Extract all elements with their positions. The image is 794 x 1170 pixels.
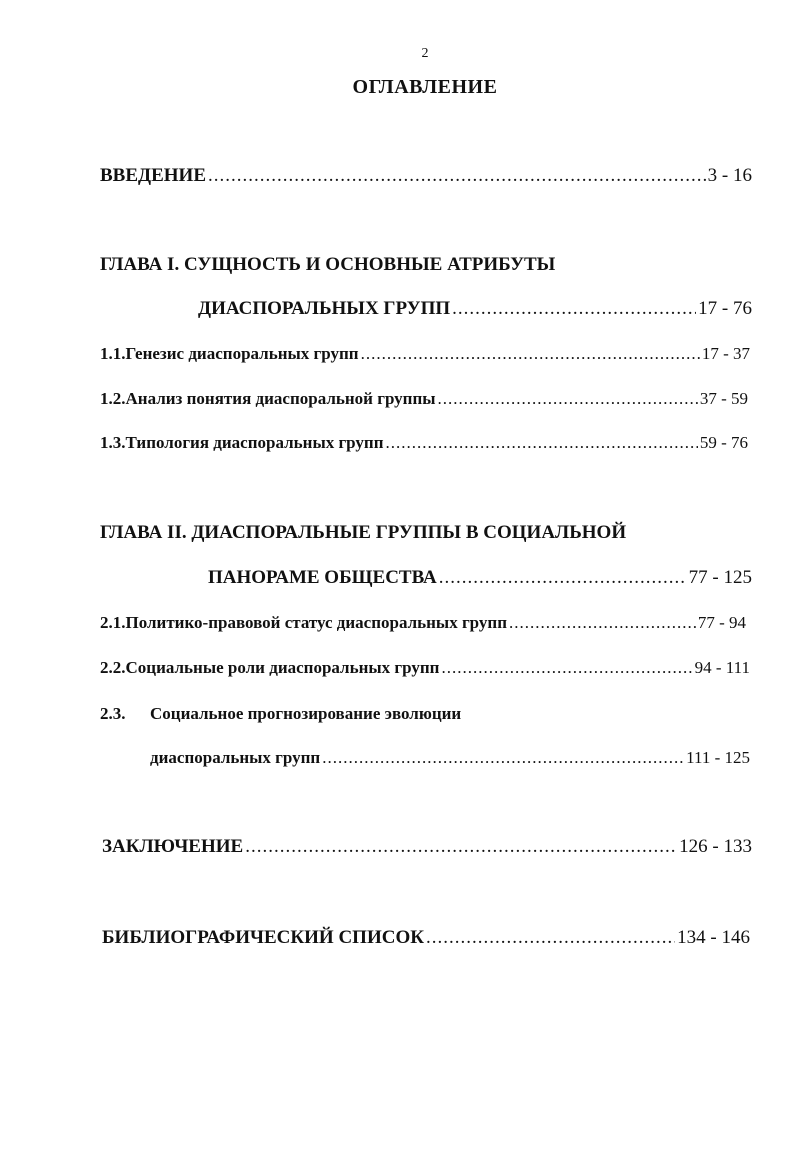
- section-number: 1.2.: [100, 389, 126, 408]
- toc-entry-chapter-1[interactable]: [198, 298, 752, 320]
- toc-entry-label: ЗАКЛЮЧЕНИЕ: [102, 836, 244, 857]
- toc-entry-label: Генезис диаспоральных групп: [125, 344, 359, 363]
- toc-entry-pages: 94 - 111: [694, 658, 750, 677]
- dot-leader: [245, 836, 677, 858]
- toc-entry-label: ДИАСПОРАЛЬНЫХ ГРУПП: [198, 298, 451, 319]
- dot-leader: [452, 298, 696, 320]
- toc-entry-pages: 111 - 125: [686, 748, 750, 767]
- dot-leader: [322, 748, 684, 768]
- toc-entry-section-2-1[interactable]: [100, 613, 746, 633]
- toc-entry-pages: 37 - 59: [699, 389, 748, 408]
- section-number: 1.1.: [100, 344, 126, 363]
- toc-entry-pages: 59 - 76: [699, 433, 748, 452]
- dot-leader: [438, 389, 698, 409]
- page-number: 2: [421, 46, 429, 61]
- toc-entry-label: Социальные роли диаспоральных групп: [125, 658, 440, 677]
- dot-leader: [426, 927, 675, 949]
- toc-entry-conclusion[interactable]: [102, 836, 752, 858]
- toc-entry-label: ВВЕДЕНИЕ: [100, 165, 206, 186]
- toc-entry-pages: 126 - 133: [679, 836, 752, 857]
- toc-entry-chapter-2[interactable]: [208, 567, 752, 589]
- dot-leader: [441, 658, 692, 678]
- toc-entry-pages: 134 - 146: [677, 927, 750, 948]
- toc-entry-label: Типология диаспоральных групп: [125, 433, 384, 452]
- dot-leader: [386, 433, 698, 453]
- chapter-2-heading[interactable]: ГЛАВА II. ДИАСПОРАЛЬНЫЕ ГРУППЫ В СОЦИАЛЬНОЙ: [100, 522, 627, 543]
- toc-entry-label: БИБЛИОГРАФИЧЕСКИЙ СПИСОК: [102, 927, 425, 948]
- toc-entry-pages: 17 - 37: [701, 344, 750, 363]
- toc-entry-label: Анализ понятия диаспоральной группы: [125, 389, 436, 408]
- section-number: 2.1.: [100, 613, 126, 632]
- chapter-1-heading[interactable]: ГЛАВА I. СУЩНОСТЬ И ОСНОВНЫЕ АТРИБУТЫ: [100, 254, 556, 275]
- toc-entry-section-1-3[interactable]: [100, 433, 748, 453]
- toc-entry-label: Политико-правовой статус диаспоральных групп: [125, 613, 507, 632]
- toc-entry-section-2-2[interactable]: [100, 658, 750, 678]
- toc-entry-pages: 3 - 16: [707, 165, 752, 186]
- toc-entry-bibliography[interactable]: [102, 927, 750, 949]
- section-number: 2.2.: [100, 658, 126, 677]
- dot-leader: [208, 165, 706, 187]
- toc-entry-section-2-3-heading[interactable]: [100, 704, 461, 724]
- toc-entry-pages: 77 - 125: [688, 567, 752, 588]
- toc-entry-label: диаспоральных групп: [150, 748, 321, 767]
- toc-entry-label: Социальное прогнозирование эволюции: [150, 704, 462, 723]
- toc-entry-introduction[interactable]: [100, 165, 752, 187]
- page-title: ОГЛАВЛЕНИЕ: [352, 76, 498, 98]
- toc-entry-pages: 17 - 76: [698, 298, 752, 319]
- section-number: 2.3.: [100, 704, 126, 723]
- toc-entry-section-1-1[interactable]: [100, 344, 750, 364]
- dot-leader: [361, 344, 700, 364]
- section-number: 1.3.: [100, 433, 126, 452]
- toc-entry-label: ПАНОРАМЕ ОБЩЕСТВА: [208, 567, 437, 588]
- dot-leader: [439, 567, 687, 589]
- dot-leader: [509, 613, 696, 633]
- toc-entry-pages: 77 - 94: [697, 613, 746, 632]
- toc-entry-section-1-2[interactable]: [100, 389, 748, 409]
- toc-entry-section-2-3[interactable]: [150, 748, 750, 768]
